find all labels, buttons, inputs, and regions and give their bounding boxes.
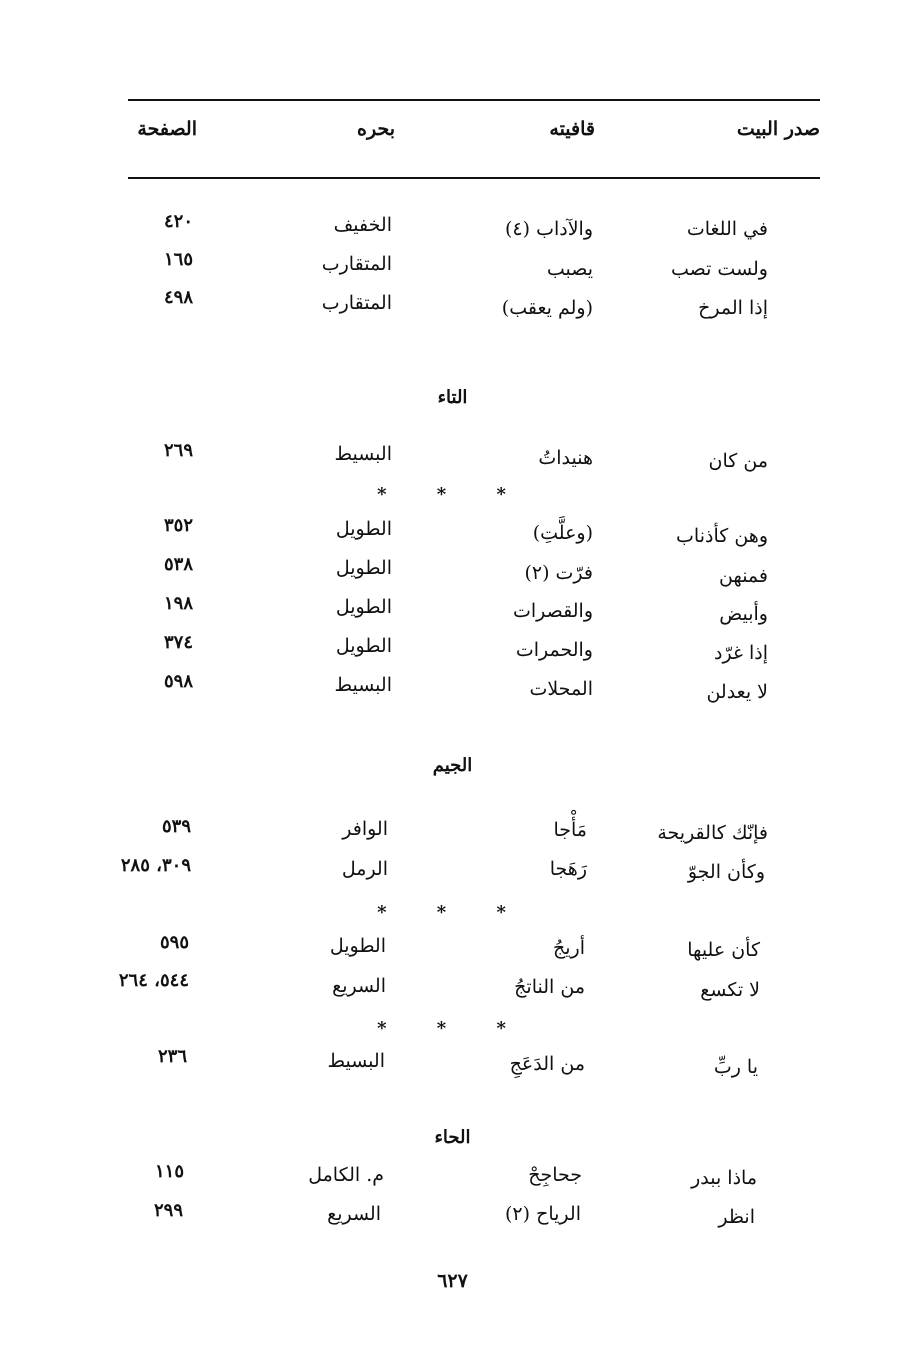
rhyme: رَهَجا — [549, 858, 587, 880]
page-ref: ٣٠٩، ٢٨٥ — [120, 855, 191, 876]
rhyme: مَأْجا — [553, 819, 587, 841]
verse-start: إذا غرّد — [714, 642, 768, 664]
rhyme: والقصرات — [513, 600, 593, 622]
verse-start: وكأن الجوّ — [687, 861, 765, 883]
meter: السريع — [332, 975, 386, 997]
verse-start: لا يعدلن — [706, 681, 768, 703]
verse-start: لا تكسع — [700, 979, 760, 1001]
meter: الطويل — [335, 635, 392, 657]
verse-start: ماذا ببدر — [691, 1167, 757, 1189]
page-ref: ٥٩٨ — [163, 671, 193, 692]
verse-start: فإنّك كالقريحة — [657, 822, 768, 844]
page-ref: ٣٥٢ — [163, 515, 193, 536]
rhyme: هنيداتُ — [538, 447, 593, 469]
page-ref: ٤٩٨ — [163, 287, 193, 308]
rhyme: فرّت (٢) — [524, 562, 593, 584]
meter: م. الكامل — [308, 1164, 384, 1186]
verse-start: يا ربِّ — [713, 1056, 758, 1078]
verse-start: كأن عليها — [687, 939, 760, 961]
page-ref: ٣٧٤ — [163, 632, 193, 653]
header-rhyme: قافيته — [549, 118, 595, 140]
verse-start: إذا المرخ — [698, 297, 768, 319]
page-ref: ٥٣٩ — [161, 816, 191, 837]
meter: الطويل — [329, 935, 386, 957]
top-rule — [128, 99, 820, 101]
page-ref: ٥٩٥ — [159, 932, 189, 953]
separator-stars: * * * — [377, 1018, 528, 1039]
meter: الرمل — [341, 858, 388, 880]
verse-start: انظر — [718, 1206, 755, 1228]
meter: الوافر — [342, 818, 388, 840]
header-meter: بحره — [357, 118, 395, 140]
verse-start: فمنهن — [718, 565, 768, 587]
section-heading-haa: الحاء — [434, 1127, 471, 1148]
meter: المتقارب — [321, 253, 392, 275]
page-number: ٦٢٧ — [437, 1270, 468, 1292]
meter: البسيط — [334, 443, 392, 465]
section-heading-jeem: الجيم — [432, 755, 473, 776]
verse-start: في اللغات — [686, 218, 768, 240]
rhyme: (ولم يعقب) — [501, 297, 593, 319]
rhyme: من الناتجُ — [514, 976, 585, 998]
page-ref: ١١٥ — [154, 1161, 184, 1182]
page-ref: ٤٢٠ — [163, 211, 193, 232]
section-heading-taa: التاء — [437, 387, 468, 408]
meter: البسيط — [334, 674, 392, 696]
page-ref: ١٩٨ — [163, 593, 193, 614]
rhyme: من الدَعَجِ — [509, 1053, 585, 1075]
rhyme: أريجُ — [552, 937, 585, 959]
rhyme: جحاجِحْ — [528, 1164, 582, 1186]
rhyme: والحمرات — [515, 639, 593, 661]
meter: الطويل — [335, 518, 392, 540]
verse-start: وأبيض — [719, 603, 768, 625]
page-ref: ٥٣٨ — [163, 554, 193, 575]
header-verse: صدر البيت — [736, 118, 820, 140]
page-ref: ٢٣٦ — [157, 1046, 187, 1067]
meter: السريع — [327, 1203, 381, 1225]
meter: الطويل — [335, 557, 392, 579]
page-ref: ١٦٥ — [163, 249, 193, 270]
rhyme: الرياح (٢) — [505, 1203, 581, 1225]
rhyme: والآداب (٤) — [504, 218, 593, 240]
page-ref: ٢٦٩ — [163, 440, 193, 461]
page-ref: ٥٤٤، ٢٦٤ — [118, 970, 189, 991]
meter: البسيط — [327, 1050, 385, 1072]
rhyme: المحلات — [529, 678, 593, 700]
verse-start: من كان — [708, 450, 768, 472]
rhyme: يصبب — [546, 258, 593, 280]
meter: الطويل — [335, 596, 392, 618]
rhyme: (وعلَّتِ) — [532, 522, 593, 544]
verse-start: وهن كأذناب — [676, 525, 768, 547]
header-page: الصفحة — [137, 118, 197, 140]
meter: الخفيف — [333, 214, 392, 236]
verse-start: ولست تصب — [670, 258, 768, 280]
separator-stars: * * * — [377, 484, 528, 505]
header-rule — [128, 177, 820, 179]
page-ref: ٢٩٩ — [153, 1200, 183, 1221]
separator-stars: * * * — [377, 902, 528, 923]
meter: المتقارب — [321, 292, 392, 314]
